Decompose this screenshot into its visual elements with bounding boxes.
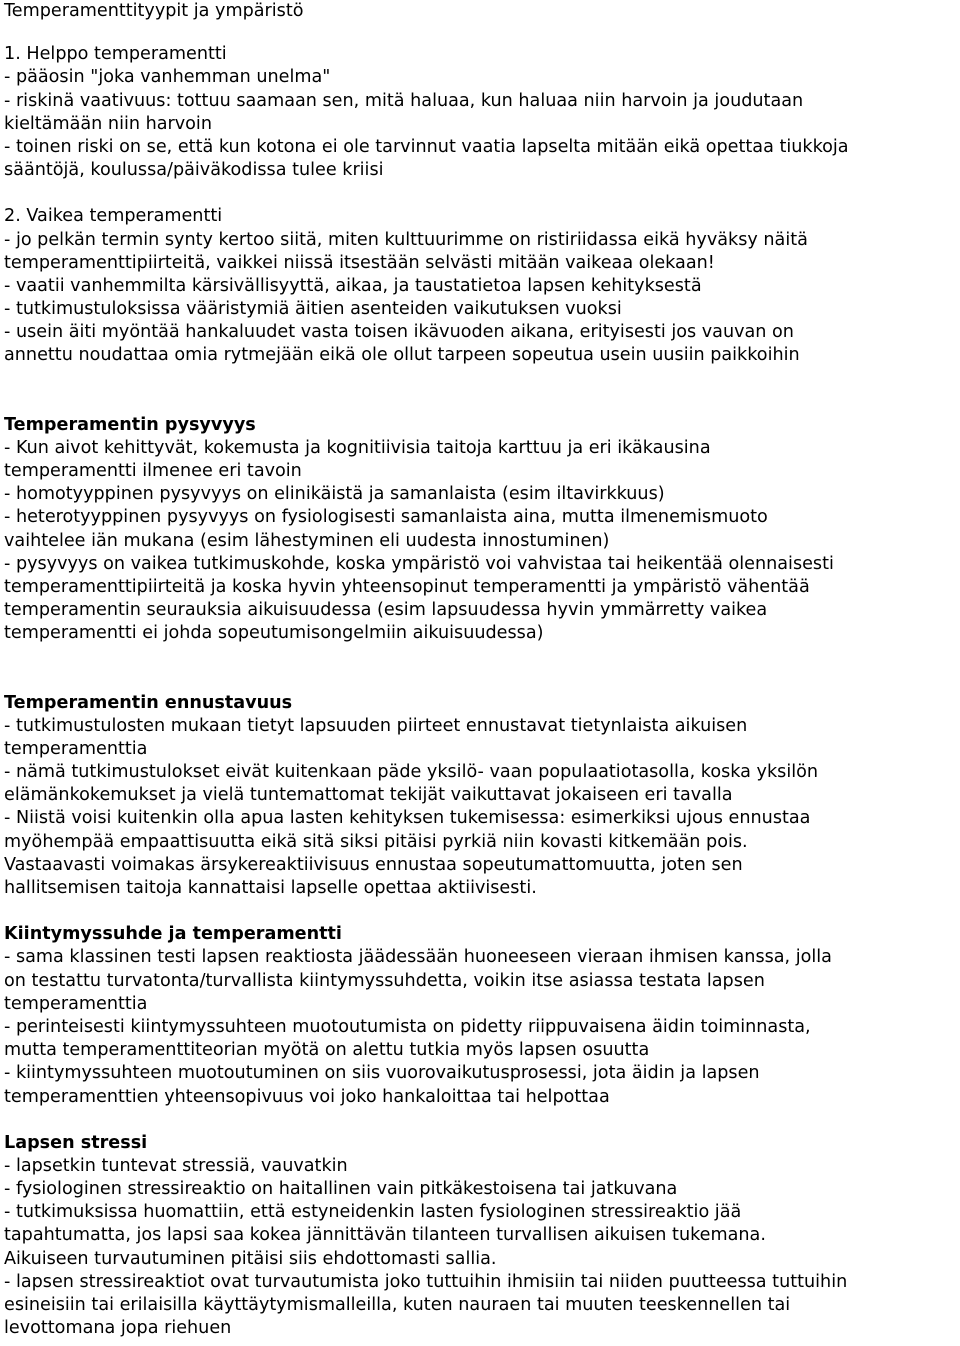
section-vaikea [4,205,960,367]
paragraph-line: hallitsemisen taitoja kannattaisi lapselle opettaa aktiivisesti. [4,878,537,898]
paragraph-line: temperamenttipiirteitä, vaikkei niissä itsestään selvästi mitään vaikeaa olekaan! [4,252,715,273]
paragraph-line: temperamentti ilmenee eri tavoin [4,461,302,481]
paragraph-line: temperamenttipiirteitä ja koska hyvin yhteensopinut temperamentti ja ympäristö vähentää [4,576,810,597]
page-title: Temperamenttityypit ja ympäristö [4,1,304,21]
paragraph-line: - tutkimuksissa huomattiin, että estyneidenkin lasten fysiologinen stressireaktio jää [4,1202,742,1223]
paragraph-line: temperamenttia [4,993,148,1014]
paragraph-line: - heterotyyppinen pysyvyys on fysiologisesti samanlaista aina, mutta ilmenemismuoto [4,507,768,528]
paragraph-line: - toinen riski on se, että kun kotona ei ole tarvinnut vaatia lapselta mitään eikä opettaa tiukkoja [4,136,849,157]
section-heading: Temperamentin ennustavuus [4,692,293,713]
paragraph-line: tapahtumatta, jos lapsi saa kokea jännittävän tilanteen turvallisen aikuisen tukemana. [4,1225,766,1246]
paragraph-line: myöhempää empaattisuutta eikä sitä siksi pitäisi pyrkiä niin kovasti kitkemään pois. [4,831,748,852]
section-kiintymyssuhde [4,923,960,1109]
paragraph-line: - jo pelkän termin synty kertoo siitä, miten kulttuurimme on ristiriidassa eikä hyväksy näitä [4,229,808,250]
section-heading: Temperamentin pysyvyys [4,414,256,435]
paragraph-line: 1. Helppo temperamentti [4,44,227,65]
paragraph-line: temperamenttia [4,738,148,759]
section-heading: Kiintymyssuhde ja temperamentti [4,924,342,945]
section-helppo [4,43,960,182]
paragraph-line: - homotyyppinen pysyvyys on elinikäistä ja samanlaista (esim iltavirkkuus) [4,484,665,505]
paragraph-line: - vaatii vanhemmilta kärsivällisyyttä, aikaa, ja taustatietoa lapsen kehityksestä [4,275,702,296]
paragraph-line: - Niistä voisi kuitenkin olla apua lasten kehityksen tukemisessa: esimerkiksi ujous ennustaa [4,808,811,829]
section-pysyvyys [4,414,960,646]
paragraph-line: annettu noudattaa omia rytmejään eikä ole ollut tarpeen sopeutua usein uusiin paikkoihin [4,345,800,366]
section-stressi [4,1132,960,1341]
paragraph-line: - Kun aivot kehittyvät, kokemusta ja kognitiivisia taitoja karttuu ja eri ikäkausina [4,437,711,458]
spacer [4,23,960,43]
paragraph-line: - lapsen stressireaktiot ovat turvautumista joko tuttuihin ihmisiin tai niiden puutteessa tuttuihin [4,1271,848,1292]
paragraph-line: - riskinä vaativuus: tottuu saamaan sen, mitä haluaa, kun haluaa niin harvoin ja joudutaan [4,90,804,111]
paragraph-line: mutta temperamenttiteorian myötä on alettu tutkia myös lapsen osuutta [4,1040,650,1061]
paragraph-line: - fysiologinen stressireaktio on haitallinen vain pitkäkestoisena tai jatkuvana [4,1179,678,1200]
paragraph-line: on testattu turvatonta/turvallista kiintymyssuhdetta, voikin itse asiassa testata lapsen [4,970,765,991]
paragraph-line: - tutkimustuloksissa vääristymiä äitien asenteiden vaikutuksen vuoksi [4,299,622,320]
paragraph-line: - sama klassinen testi lapsen reaktiosta jäädessään huoneeseen vieraan ihmisen kanssa, jolla [4,947,832,968]
spacer [4,1109,960,1132]
spacer [4,646,960,692]
section-ennustavuus [4,692,960,901]
paragraph-line: Vastaavasti voimakas ärsykereaktiivisuus ennustaa sopeutumattomuutta, joten sen [4,854,743,875]
paragraph-line: kieltämään niin harvoin [4,113,212,134]
paragraph-line: Aikuiseen turvautuminen pitäisi siis ehdottomasti sallia. [4,1248,497,1269]
paragraph-line: - pääosin "joka vanhemman unelma" [4,67,331,88]
section-heading: Lapsen stressi [4,1132,148,1153]
paragraph-line: temperamenttien yhteensopivuus voi joko hankaloittaa tai helpottaa [4,1086,610,1107]
spacer [4,368,960,414]
paragraph-line: vaihtelee iän mukana (esim lähestyminen eli uudesta innostuminen) [4,530,610,551]
paragraph-line: esineisiin tai erilaisilla käyttäytymismalleilla, kuten nauraen tai muuten teeskennellen tai [4,1295,791,1315]
paragraph-line: - tutkimustulosten mukaan tietyt lapsuuden piirteet ennustavat tietynlaista aikuisen [4,715,748,736]
spacer [4,900,960,923]
paragraph-line: - lapsetkin tuntevat stressiä, vauvatkin [4,1155,348,1176]
paragraph-line: - perinteisesti kiintymyssuhteen muotoutumista on pidetty riippuvaisena äidin toiminnasta, [4,1016,811,1037]
paragraph-line: - pysyvyys on vaikea tutkimuskohde, koska ympäristö voi vahvistaa tai heikentää olennaisesti [4,553,834,574]
paragraph-line: - nämä tutkimustulokset eivät kuitenkaan päde yksilö- vaan populaatiotasolla, koska yksilön [4,762,819,783]
paragraph-line: 2. Vaikea temperamentti [4,206,223,227]
paragraph-line: sääntöjä, koulussa/päiväkodissa tulee kriisi [4,160,384,181]
paragraph-line: temperamentti ei johda sopeutumisongelmiin aikuisuudessa) [4,623,544,644]
spacer [4,182,960,205]
paragraph-line: - usein äiti myöntää hankaluudet vasta toisen ikävuoden aikana, erityisesti jos vauvan on [4,322,794,343]
paragraph-line: - kiintymyssuhteen muotoutuminen on siis vuorovaikutusprosessi, jota äidin ja lapsen [4,1063,760,1084]
paragraph-line: temperamentin seurauksia aikuisuudessa (esim lapsuudessa hyvin ymmärretty vaikea [4,600,768,621]
paragraph-line: elämänkokemukset ja vielä tuntemattomat tekijät vaikuttavat jokaiseen eri tavalla [4,785,733,806]
paragraph-line: levottomana jopa riehuen [4,1318,232,1339]
